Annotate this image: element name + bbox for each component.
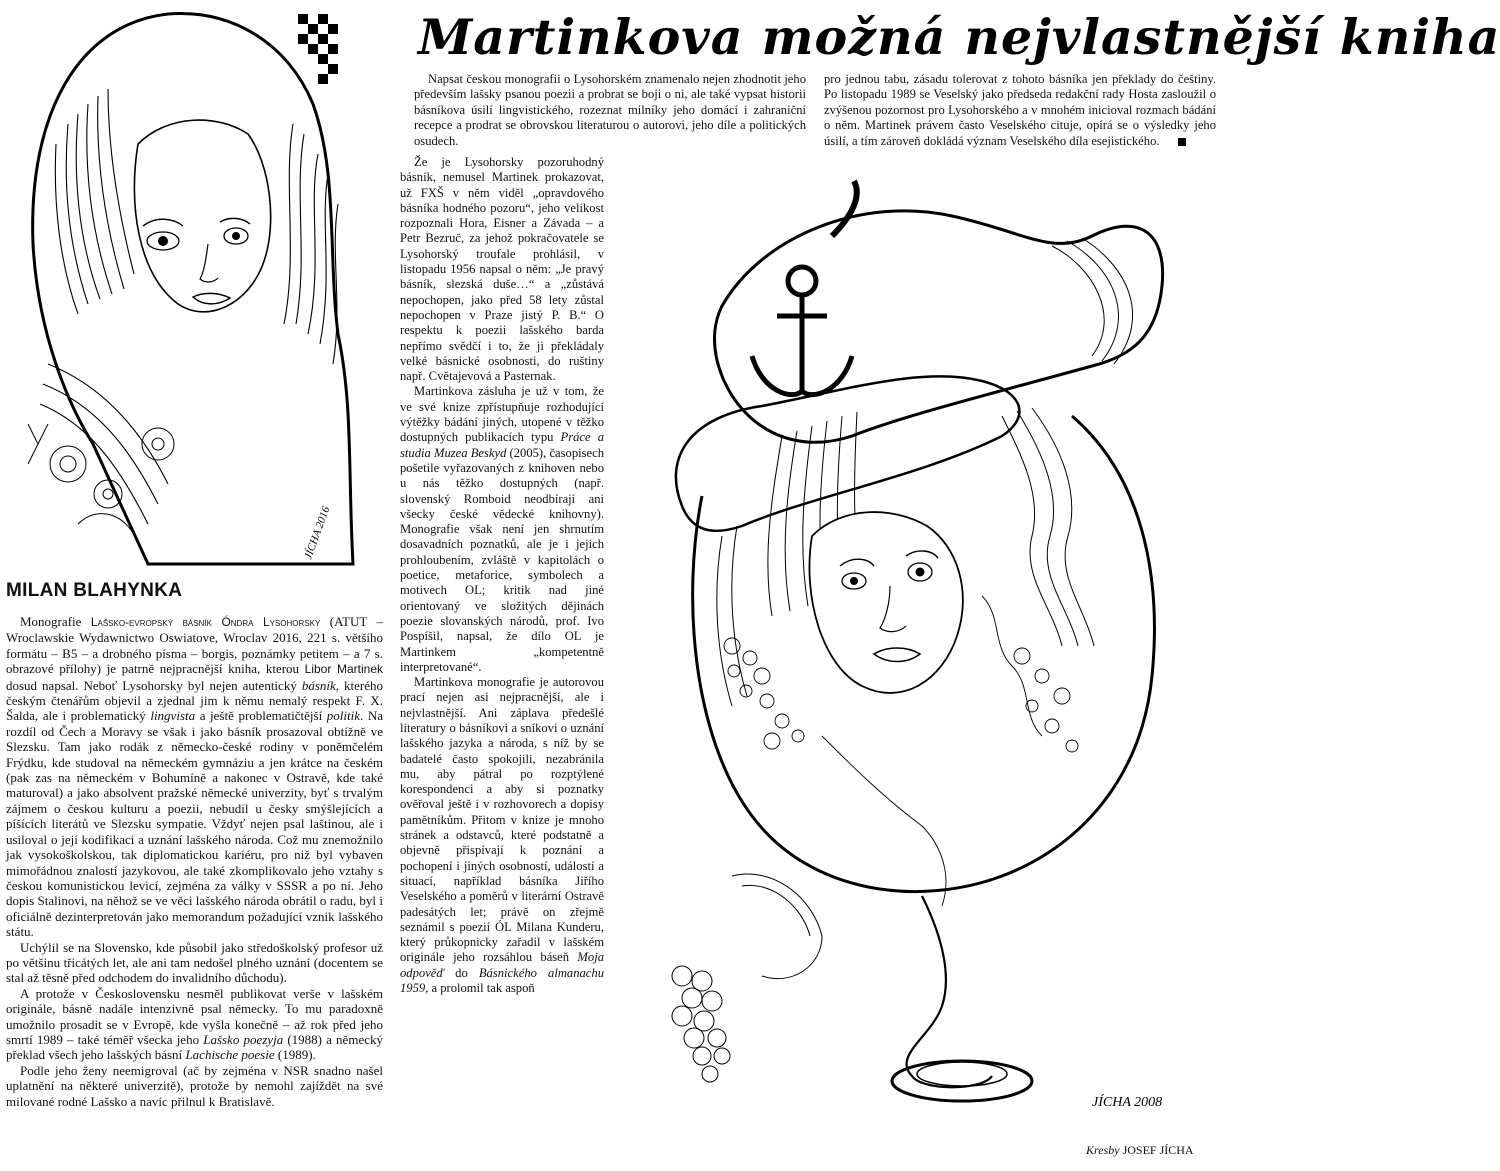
- portrait-illustration-left: [8, 4, 353, 576]
- article-column-2-continued: [400, 155, 604, 996]
- article-column-1: [6, 614, 383, 1109]
- illustration-signature: JÍCHA 2008: [1092, 1095, 1163, 1110]
- illustration-credit: Kresby JOSEF JÍCHA: [1086, 1143, 1194, 1157]
- portrait-illustration-right: [622, 176, 1202, 1141]
- checkered-pattern: [298, 14, 338, 84]
- article-column-2: [414, 72, 806, 149]
- article-column-3: [824, 72, 1216, 149]
- paragraph: Martinkova monografie je autorovou prací nejen asi nejpracnější, ale i nejvlastnější. Ani záplava předešlé literatury o básníkovi a sníkovi o uznání lašského jazyka a národa, s níž by se badatelé často spokojili, nezabránila mu, aby pátral po rozptýlené korespondenci a aby si poznatky ověřoval ještě i v rozhovorech a dopisy pamětníkům. Přitom v knize je mnoho stránek a odstavců, které podstatně a objevně přispívají k poznání a pochopení i jiných osobností, událostí a situací, například básníka Jiřího Veselského a poměrů v literární Ostravě padesátých let; právě on zřejmě seznámil s poezií ÓL Milana Kunderu, který průkopnicky zařadil v lašském originále jeho rozsáhlou báseň Moja odpověď do Básnického almanachu 1959, a prolomil tak aspoň: [400, 675, 604, 996]
- author-name: MILAN BLAHYNKA: [6, 580, 183, 601]
- paragraph: Že je Lysohorsky pozoruhodný básník, nemusel Martinek prokazovat, už FXŠ v něm viděl „opravdového básníka hodného pozoru“, jeho velikost rozpoznali Hora, Eisner a Závada – a Petr Bezruč, za jehož pokračovatele se Lysohorský troufale prohlásil, v listopadu 1956 napsal o něm: „Je pravý básník, slezská duše…“ a „zůstává nepochopen, jako před 58 lety zůstal nepochopen v Praze jistý P. B.“ O respektu k poezii lašského barda nepřímo svědčí i to, že ji překládaly velké básnické osobnosti, do ruštiny např. Cvětajevová a Pasternak.: [400, 155, 604, 384]
- paragraph: A protože v Československu nesměl publikovat verše v lašském originále, básně nadále intenzivně psal německy. To mu paradoxně umožnilo prosadit se v Evropě, kde vyšla konečně – až rok před jeho smrtí 1989 – také téměř všecka jeho Lašsko poezyja (1988) a německý překlad všech jeho lašských básní Lachische poesie (1989).: [6, 985, 383, 1063]
- anchor-icon: [752, 267, 852, 395]
- illustration-signature: JÍCHA 2016: [302, 505, 333, 561]
- article-title: Martinkova možná nejvlastnější kniha: [418, 8, 1500, 66]
- book-title: Lašsko-evropský básník Óndra Lysohorsky: [90, 615, 321, 629]
- person-name: Libor Martinek: [304, 662, 384, 677]
- paragraph: pro jednou tabu, zásadu tolerovat z tohoto básníka jen překlady do češtiny. Po listopadu 1989 se Veselský jako předseda redakční rady Hosta zasloužil o zvýšenou pozornost pro Lysohorského a v mnohém inicioval rozmach bádání o něm. Martinek právem často Veselského cituje, opírá se o výsledky jeho úsilí, a tím zároveň dokládá význam Veselského díla esejistického.: [824, 72, 1216, 148]
- paragraph: Monografie Lašsko-evropský básník Óndra Lysohorsky (ATUT – Wroclawskie Wydawnictwo Oswiatove, Wroclav 2016, 221 s. většího formátu – B5 – a drobného písma – borgis, poznámky petitem – a 7 s. obrazové přílohy) je patrně nejpracnější kniha, kterou Libor Martinek dosud napsal. Neboť Lysohorsky byl nejen autentický básník, kterého českým čtenářům objevil a zjednal jim k němu nemalý respekt F. X. Šalda, ale i problematický lingvista a ještě problematičtější politik. Na rozdíl od Čech a Moravy se však i jako básník prosazoval obtížně ve Slezsku. Tam jako rodák z německo-české rodiny v poněmčelém Frýdku, kde studoval na německém gymnáziu a jen krátce na českém (pak zas na německém v Bohumíně a nakonec v Ostravě, kde také maturoval) a jako absolvent pražské německé univerzity, byť s trvalým zájmem o českou kulturu a poezii, nebudil u česky smýšlejících a píšících literátů ve Slezsku sympatie. Vždyť nejen psal laštinou, ale i usiloval o její kodifikaci a uznání lašského národa. Což mu znemožnilo jak vysokoškolskou, tak diplomatickou kariéru, pro niž byl vybaven mimořádnou znalostí jazykovou, ale také zkomplikovalo jeho vztahy s českou komunistickou levicí, zejména za války v SSSR a po ní. Jeho dopis Stalinovi, na něhož se ve věci lašského národa obrátil o radu, byl i oficiálně dezinterpretován jako memorandum požadující vznik lašského státu.: [6, 614, 384, 940]
- paragraph: Podle jeho ženy neemigroval (ač by zejména v NSR snadno našel uplatnění na některé univerzitě), protože by nemohl zajíždět na své milované rodné Lašsko a navíc přilnul k Bratislavě.: [6, 1062, 383, 1109]
- paragraph: Martinkova zásluha je už v tom, že ve své knize zpřístupňuje rozhodující výtěžky bádání jiných, utopené v těžko dostupných publikacích typu Práce a studia Muzea Beskyd (2005), časopisech pošetile vyřazovaných z knihoven nebo u nás těžko dostupných (např. slovenský Romboid neodbírají ani všecky české vědecké knihovny). Monografie však není jen shrnutím dosavadních poznatků, ale je i jejich prohloubením, zvláště v kapitolách o poetice, metaforice, symbolech a motivech OL; kritik nad jiné orientovaný ve složitých dějinách poezie slovanských národů, prof. Ivo Pospíšil, napsal, že dílo OL je Martinkem „kompetentně interpretované“.: [400, 384, 605, 674]
- end-of-article-icon: [1178, 138, 1186, 146]
- paragraph: Uchýlil se na Slovensko, kde působil jako středoškolský profesor už po většinu třicátých let, ale ani tam nedošel plného uznání (docentem se stal až těsně před odchodem do invalidního důchodu).: [6, 939, 383, 986]
- paragraph: Napsat českou monografii o Lysohorském znamenalo nejen zhodnotit jeho především lašsky psanou poezii a probrat se boji o ni, ale také vypsat historii básníkova úsilí lingvistického, rozeznat milníky jeho domácí i zahraniční recepce a prodrat se obrovskou literaturou o autorovi, jeho díle a politických osudech.: [414, 72, 806, 148]
